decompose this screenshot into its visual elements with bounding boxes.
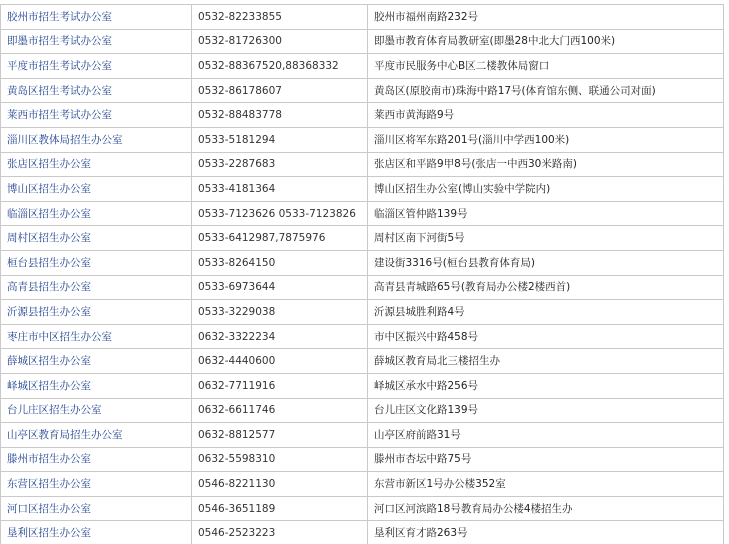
table-row xyxy=(1,78,724,103)
phone-number-cell: 0532-86178607 xyxy=(192,78,368,103)
directory-table xyxy=(0,4,724,544)
address-cell: 淄川区将军东路201号(淄川中学西100米) xyxy=(368,127,724,152)
table-row xyxy=(1,300,724,325)
table-row xyxy=(1,5,724,30)
phone-number-cell: 0533-7123626 0533-7123826 xyxy=(192,201,368,226)
phone-number-cell: 0533-2287683 xyxy=(192,152,368,177)
table-row xyxy=(1,103,724,128)
office-name-cell[interactable]: 沂源县招生办公室 xyxy=(1,300,192,325)
address-cell: 河口区河滨路18号教育局办公楼4楼招生办 xyxy=(368,496,724,521)
address-cell: 张店区和平路9甲8号(张店一中西30米路南) xyxy=(368,152,724,177)
table-row xyxy=(1,127,724,152)
table-row xyxy=(1,447,724,472)
table-row xyxy=(1,472,724,497)
phone-number-cell: 0632-4440600 xyxy=(192,349,368,374)
directory-table-body xyxy=(1,5,724,544)
address-cell: 高青县青城路65号(教育局办公楼2楼西首) xyxy=(368,275,724,300)
address-cell: 东营市新区1号办公楼352室 xyxy=(368,472,724,497)
phone-number-cell: 0533-8264150 xyxy=(192,250,368,275)
table-row xyxy=(1,250,724,275)
office-name-cell[interactable]: 高青县招生办公室 xyxy=(1,275,192,300)
office-name-cell[interactable]: 临淄区招生办公室 xyxy=(1,201,192,226)
office-name-cell[interactable]: 台儿庄区招生办公室 xyxy=(1,398,192,423)
address-cell: 垦利区育才路263号 xyxy=(368,521,724,544)
office-name-cell[interactable]: 河口区招生办公室 xyxy=(1,496,192,521)
phone-number-cell: 0546-2523223 xyxy=(192,521,368,544)
address-cell: 峄城区承水中路256号 xyxy=(368,373,724,398)
table-row xyxy=(1,29,724,54)
address-cell: 薛城区教育局北三楼招生办 xyxy=(368,349,724,374)
address-cell: 沂源县城胜利路4号 xyxy=(368,300,724,325)
address-cell: 建设街3316号(桓台县教育体育局) xyxy=(368,250,724,275)
address-cell: 临淄区管仲路139号 xyxy=(368,201,724,226)
office-name-cell[interactable]: 垦利区招生办公室 xyxy=(1,521,192,544)
phone-number-cell: 0532-88483778 xyxy=(192,103,368,128)
office-name-cell[interactable]: 山亭区教育局招生办公室 xyxy=(1,423,192,448)
office-name-cell[interactable]: 滕州市招生办公室 xyxy=(1,447,192,472)
office-name-cell[interactable]: 张店区招生办公室 xyxy=(1,152,192,177)
phone-number-cell: 0533-3229038 xyxy=(192,300,368,325)
phone-number-cell: 0632-3322234 xyxy=(192,324,368,349)
address-cell: 博山区招生办公室(博山实验中学院内) xyxy=(368,177,724,202)
table-row xyxy=(1,226,724,251)
phone-number-cell: 0532-81726300 xyxy=(192,29,368,54)
office-name-cell[interactable]: 莱西市招生考试办公室 xyxy=(1,103,192,128)
phone-number-cell: 0632-6611746 xyxy=(192,398,368,423)
table-row xyxy=(1,152,724,177)
phone-number-cell: 0632-5598310 xyxy=(192,447,368,472)
table-row xyxy=(1,373,724,398)
office-name-cell[interactable]: 薛城区招生办公室 xyxy=(1,349,192,374)
table-row xyxy=(1,398,724,423)
address-cell: 平度市民服务中心B区二楼教体局窗口 xyxy=(368,54,724,79)
phone-number-cell: 0532-82233855 xyxy=(192,5,368,30)
address-cell: 即墨市教育体育局教研室(即墨28中北大门西100米) xyxy=(368,29,724,54)
office-name-cell[interactable]: 枣庄市中区招生办公室 xyxy=(1,324,192,349)
office-name-cell[interactable]: 周村区招生办公室 xyxy=(1,226,192,251)
address-cell: 周村区南下河街5号 xyxy=(368,226,724,251)
phone-number-cell: 0632-8812577 xyxy=(192,423,368,448)
phone-number-cell: 0533-5181294 xyxy=(192,127,368,152)
office-name-cell[interactable]: 即墨市招生考试办公室 xyxy=(1,29,192,54)
office-name-cell[interactable]: 黄岛区招生考试办公室 xyxy=(1,78,192,103)
office-name-cell[interactable]: 桓台县招生办公室 xyxy=(1,250,192,275)
table-row xyxy=(1,275,724,300)
office-name-cell[interactable]: 峄城区招生办公室 xyxy=(1,373,192,398)
table-row xyxy=(1,349,724,374)
address-cell: 滕州市杏坛中路75号 xyxy=(368,447,724,472)
address-cell: 黄岛区(原胶南市)珠海中路17号(体育馆东侧、联通公司对面) xyxy=(368,78,724,103)
office-name-cell[interactable]: 胶州市招生考试办公室 xyxy=(1,5,192,30)
office-name-cell[interactable]: 淄川区教体局招生办公室 xyxy=(1,127,192,152)
office-name-cell[interactable]: 平度市招生考试办公室 xyxy=(1,54,192,79)
phone-number-cell: 0546-3651189 xyxy=(192,496,368,521)
table-row xyxy=(1,423,724,448)
address-cell: 莱西市黄海路9号 xyxy=(368,103,724,128)
office-name-cell[interactable]: 东营区招生办公室 xyxy=(1,472,192,497)
phone-number-cell: 0533-6973644 xyxy=(192,275,368,300)
address-cell: 台儿庄区文化路139号 xyxy=(368,398,724,423)
table-row xyxy=(1,54,724,79)
office-name-cell[interactable]: 博山区招生办公室 xyxy=(1,177,192,202)
phone-number-cell: 0546-8221130 xyxy=(192,472,368,497)
address-cell: 山亭区府前路31号 xyxy=(368,423,724,448)
phone-number-cell: 0533-6412987,7875976 xyxy=(192,226,368,251)
address-cell: 胶州市福州南路232号 xyxy=(368,5,724,30)
table-row xyxy=(1,201,724,226)
phone-number-cell: 0632-7711916 xyxy=(192,373,368,398)
table-row xyxy=(1,496,724,521)
phone-number-cell: 0533-4181364 xyxy=(192,177,368,202)
table-row xyxy=(1,177,724,202)
address-cell: 市中区振兴中路458号 xyxy=(368,324,724,349)
table-row xyxy=(1,324,724,349)
table-row xyxy=(1,521,724,544)
phone-number-cell: 0532-88367520,88368332 xyxy=(192,54,368,79)
